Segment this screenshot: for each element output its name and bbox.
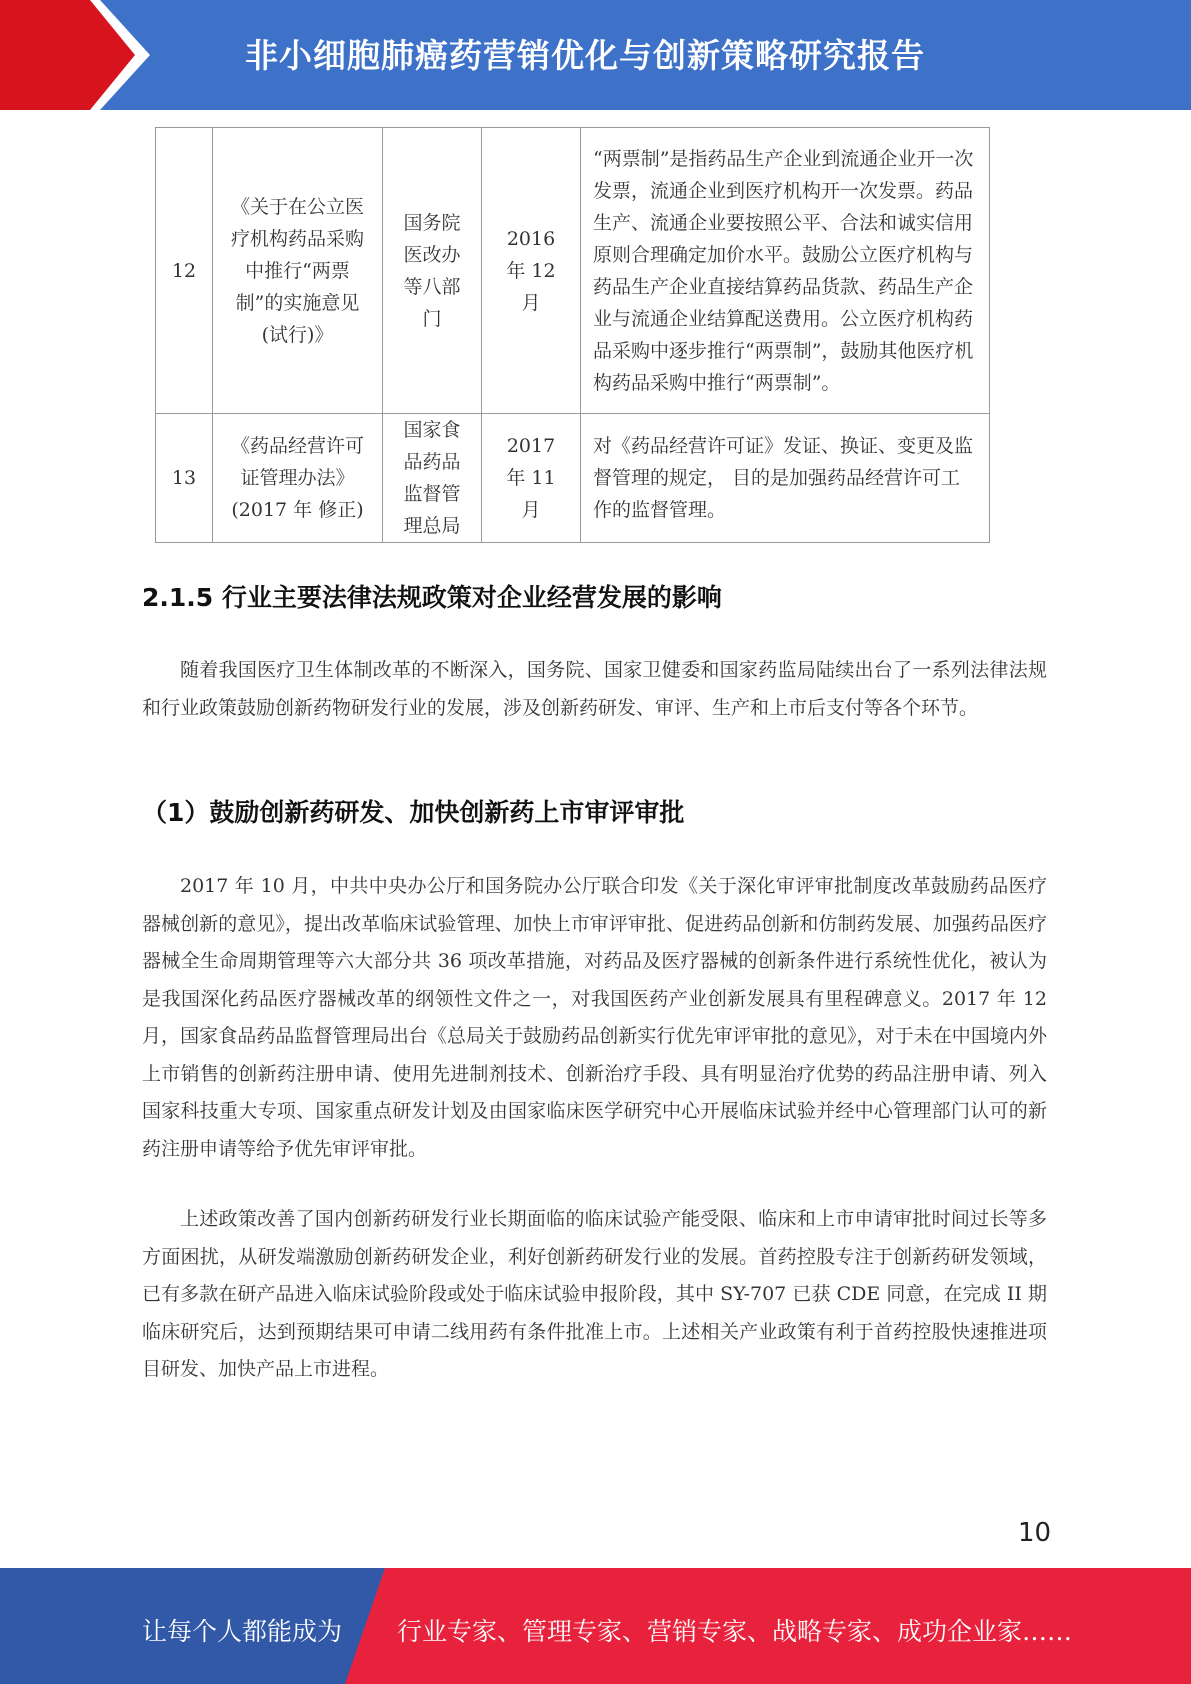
body-paragraph: 2017 年 10 月，中共中央办公厅和国务院办公厅联合印发《关于深化审评审批制度改革鼓励药品医疗器械创新的意见》，提出改革临床试验管理、加快上市审评审批、促进药品创新和仿制药发展、加强药品医疗器械全生命周期管理等六大部分共 36 项改革措施，对药品及医疗器械的创新条件进行系统性优化，被认为是我国深化药品医疗器械改革的纲领性文件之一，对我国医药产业创新发展具有里程碑意义。2017 年 12 月，国家食品药品监督管理局出台《总局关于鼓励药品创新实行优先审评审批的意见》，对于未在中国境内外上市销售的创新药注册申请、使用先进制剂技术、创新治疗手段、具有明显治疗优势的药品注册申请、列入国家科技重大专项、国家重点研发计划及由国家临床医学研究中心开展临床试验并经中心管理部门认可的新药注册申请等给予优先审评审批。 [142, 875, 1047, 1160]
issue-date: 2017 年 11 月 [482, 414, 581, 543]
intro-paragraph: 随着我国医疗卫生体制改革的不断深入，国务院、国家卫健委和国家药监局陆续出台了一系列法律法规和行业政策鼓励创新药物研发行业的发展，涉及创新药研发、审评、生产和上市后支付等各个环节。 [142, 659, 1047, 719]
footer-slogan-left: 让每个人都能成为 [142, 1617, 343, 1646]
policy-name: 《关于在公立医疗机构药品采购中推行“两票制”的实施意见(试行)》 [213, 128, 383, 414]
row-number: 12 [156, 128, 213, 414]
section-heading: 2.1.5 行业主要法律法规政策对企业经营发展的影响 [142, 583, 722, 612]
policy-description: “两票制”是指药品生产企业到流通企业开一次发票，流通企业到医疗机构开一次发票。药品生产、流通企业要按照公平、合法和诚实信用原则合理确定加价水平。鼓励公立医疗机构与药品生产企业直接结算药品货款、药品生产企业与流通企业结算配送费用。公立医疗机构药品采购中逐步推行“两票制”，鼓励其他医疗机构药品采购中推行“两票制”。 [581, 128, 990, 414]
report-title: 非小细胞肺癌药营销优化与创新策略研究报告 [245, 36, 925, 75]
row-number: 13 [156, 414, 213, 543]
table-row [156, 414, 990, 543]
header-arrow-decoration [0, 0, 160, 110]
header-banner [0, 0, 1191, 110]
page-number: 10 [1018, 1518, 1052, 1548]
issuing-department: 国务院医改办等八部门 [383, 128, 482, 414]
policy-name: 《药品经营许可证管理办法》(2017 年 修正) [213, 414, 383, 543]
issuing-department: 国家食品药品监督管理总局 [383, 414, 482, 543]
body-paragraph: 上述政策改善了国内创新药研发行业长期面临的临床试验产能受限、临床和上市申请审批时间过长等多方面困扰，从研发端激励创新药研发企业，利好创新药研发行业的发展。首药控股专注于创新药研发领域，已有多款在研产品进入临床试验阶段或处于临床试验申报阶段，其中 SY-707 已获 CDE 同意，在完成 II 期临床研究后，达到预期结果可申请二线用药有条件批准上市。上述相关产业政策有利于首药控股快速推进项目研发、加快产品上市进程。 [142, 1208, 1047, 1380]
policy-description: 对《药品经营许可证》发证、换证、变更及监督管理的规定， 目的是加强药品经营许可工作的监督管理。 [581, 414, 990, 543]
subsection-heading: （1）鼓励创新药研发、加快创新药上市审评审批 [142, 798, 685, 827]
table-row [156, 128, 990, 414]
policy-table [155, 127, 990, 543]
footer-slogan-right: 行业专家、管理专家、营销专家、战略专家、成功企业家…… [397, 1617, 1073, 1646]
issue-date: 2016 年 12 月 [482, 128, 581, 414]
